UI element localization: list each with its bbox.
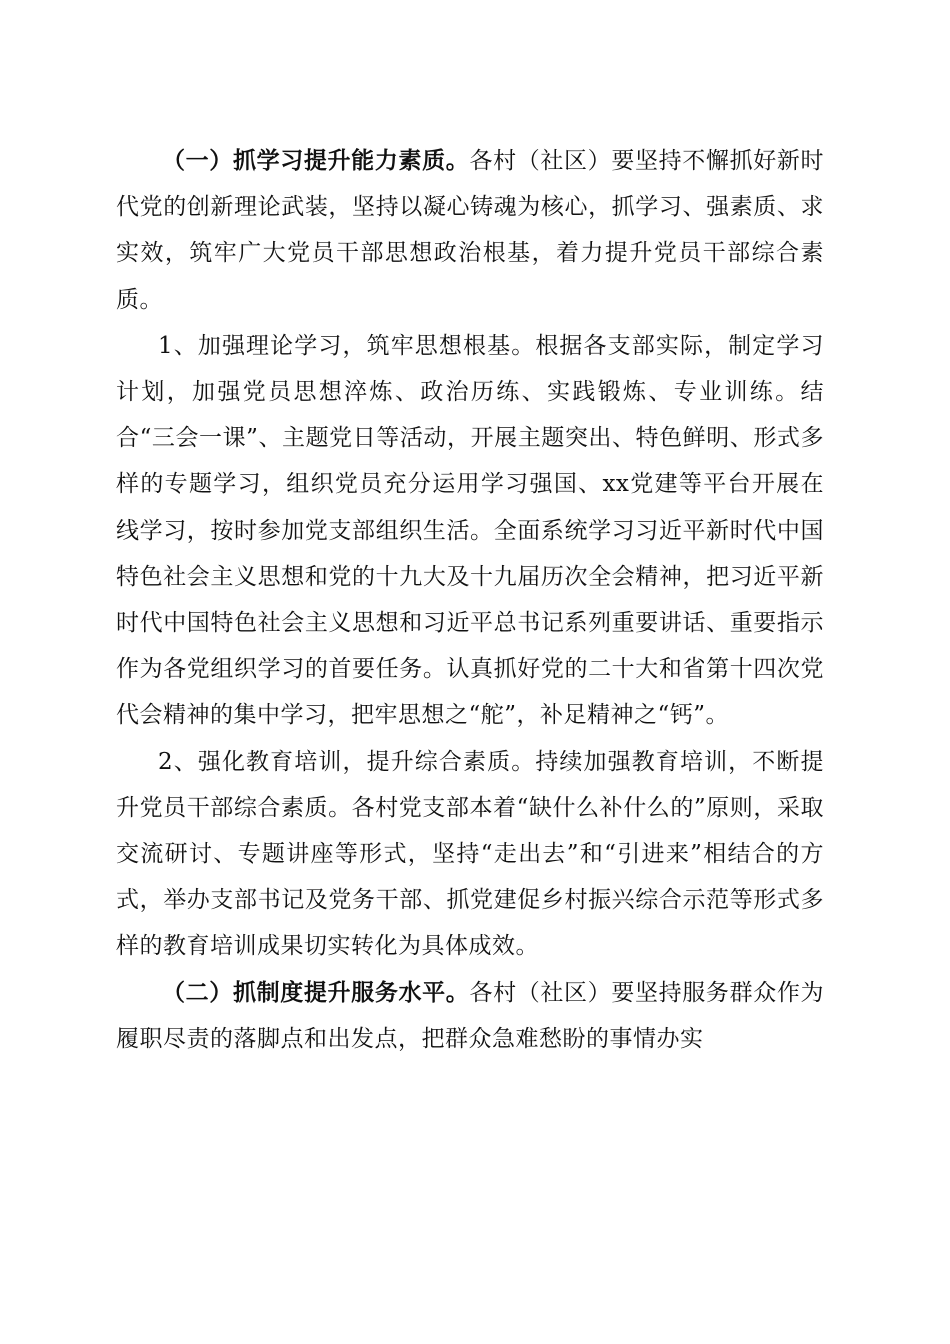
paragraph-text: 各村（社区）要坚持不懈抓好新时代党的创新理论武装，坚持以凝心铸魂为核心，抓学习、强素质、求实效，筑牢广大党员干部思想政治根基，着力提升党员干部综合素质。 — [116, 148, 825, 313]
paragraph-text: 1、加强理论学习，筑牢思想根基。根据各支部实际，制定学习计划，加强党员思想淬炼、政治历练、实践锻炼、专业训练。结合“三会一课”、主题党日等活动，开展主题突出、特色鲜明、形式多样的专题学习，组织党员充分运用学习强国、xx党建等平台开展在线学习，按时参加党支部组织生活。全面系统学习习近平新时代中国特色社会主义思想和党的十九大及十九届历次全会精神，把习近平新时代中国特色社会主义思想和习近平总书记系列重要讲话、重要指示作为各党组织学习的首要任务。认真抓好党的二十大和省第十四次党代会精神的集中学习，把牢思想之“舵”，补足精神之“钙”。 — [116, 332, 824, 729]
paragraph-section-1 — [116, 138, 824, 323]
paragraph-text: 各村（社区）要坚持服务群众作为履职尽责的落脚点和出发点，把群众急难愁盼的事情办实 — [116, 979, 825, 1052]
paragraph-section-2 — [116, 970, 824, 1062]
paragraph-text: 2、强化教育培训，提升综合素质。持续加强教育培训，不断提升党员干部综合素质。各村党支部本着“缺什么补什么的”原则，采取交流研讨、专题讲座等形式，坚持“走出去”和“引进来”相结合的方式，举办支部书记及党务干部、抓党建促乡村振兴综合示范等形式多样的教育培训成果切实转化为具体成效。 — [116, 748, 824, 960]
paragraph-item-2 — [116, 739, 824, 970]
section-heading: （二）抓制度提升服务水平。 — [162, 978, 470, 1006]
section-heading: （一）抓学习提升能力素质。 — [162, 147, 470, 174]
document-body — [116, 138, 824, 1062]
paragraph-item-1 — [116, 323, 824, 739]
